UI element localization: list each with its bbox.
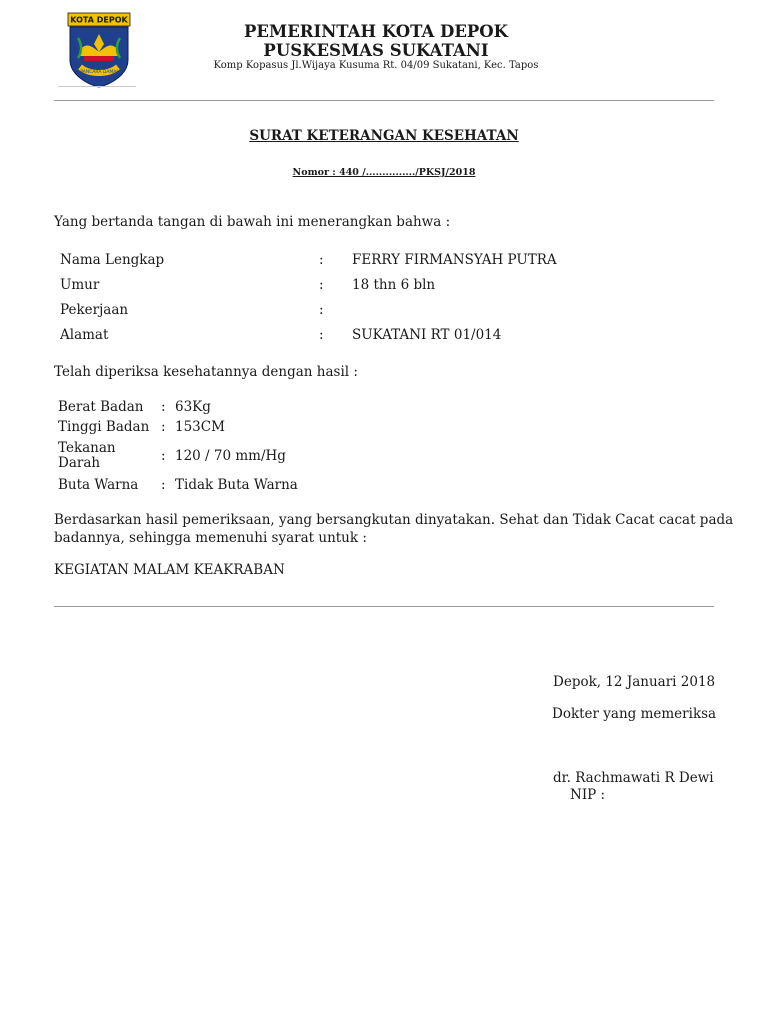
identity-value-age: 18 thn 6 bln bbox=[352, 277, 436, 293]
institution-name: PUSKESMAS SUKATANI bbox=[263, 41, 489, 60]
identity-label: Umur bbox=[60, 277, 100, 293]
health-separator: : bbox=[161, 399, 166, 415]
exam-intro-text: Telah diperiksa kesehatannya dengan hasil : bbox=[54, 364, 358, 380]
logo-text-top: KOTA DEPOK bbox=[70, 15, 128, 25]
health-separator: : bbox=[161, 477, 166, 493]
logo-text-bottom: PANCARA DAMAI bbox=[80, 70, 118, 75]
health-separator: : bbox=[161, 419, 166, 435]
doctor-name: dr. Rachmawati R Dewi bbox=[553, 770, 714, 786]
health-value-weight: 63Kg bbox=[175, 399, 211, 415]
identity-value-address: SUKATANI RT 01/014 bbox=[352, 327, 502, 343]
institution-address: Komp Kopasus Jl.Wijaya Kusuma Rt. 04/09 Sukatani, Kec. Tapos bbox=[213, 60, 539, 71]
signature-place-date: Depok, 12 Januari 2018 bbox=[553, 674, 716, 690]
doctor-nip: NIP : bbox=[570, 787, 606, 803]
identity-label: Nama Lengkap bbox=[60, 252, 165, 268]
intro-text: Yang bertanda tangan di bawah ini menerangkan bahwa : bbox=[54, 214, 451, 230]
health-label: Tekanan Darah bbox=[58, 440, 116, 471]
identity-value-name: FERRY FIRMANSYAH PUTRA bbox=[352, 252, 557, 268]
health-label: Berat Badan bbox=[58, 399, 144, 415]
conclusion-line-1: Berdasarkan hasil pemeriksaan, yang bersangkutan dinyatakan. Sehat dan Tidak Cacat cacat pada bbox=[54, 512, 734, 528]
identity-label: Alamat bbox=[60, 327, 109, 343]
letter-number: Nomor : 440 /.............../PKSJ/2018 bbox=[292, 167, 476, 178]
purpose-text: KEGIATAN MALAM KEAKRABAN bbox=[54, 562, 285, 578]
health-separator: : bbox=[161, 448, 166, 464]
identity-separator: : bbox=[319, 277, 324, 293]
conclusion-line-2: badannya, sehingga memenuhi syarat untuk : bbox=[54, 530, 367, 546]
header-divider bbox=[54, 100, 714, 101]
identity-separator: : bbox=[319, 252, 324, 268]
letter-title: SURAT KETERANGAN KESEHATAN bbox=[249, 128, 519, 144]
body-divider bbox=[54, 606, 714, 607]
identity-separator: : bbox=[319, 327, 324, 343]
health-label: Tinggi Badan bbox=[58, 419, 150, 435]
signature-role: Dokter yang memeriksa bbox=[552, 706, 717, 722]
health-label: Buta Warna bbox=[58, 477, 139, 493]
health-value-height: 153CM bbox=[175, 419, 225, 435]
health-value-color-blind: Tidak Buta Warna bbox=[175, 477, 298, 493]
health-value-blood-pressure: 120 / 70 mm/Hg bbox=[175, 448, 286, 464]
identity-label: Pekerjaan bbox=[60, 302, 129, 318]
identity-separator: : bbox=[319, 302, 324, 318]
logo-underline bbox=[58, 86, 136, 87]
government-name: PEMERINTAH KOTA DEPOK bbox=[243, 22, 509, 41]
